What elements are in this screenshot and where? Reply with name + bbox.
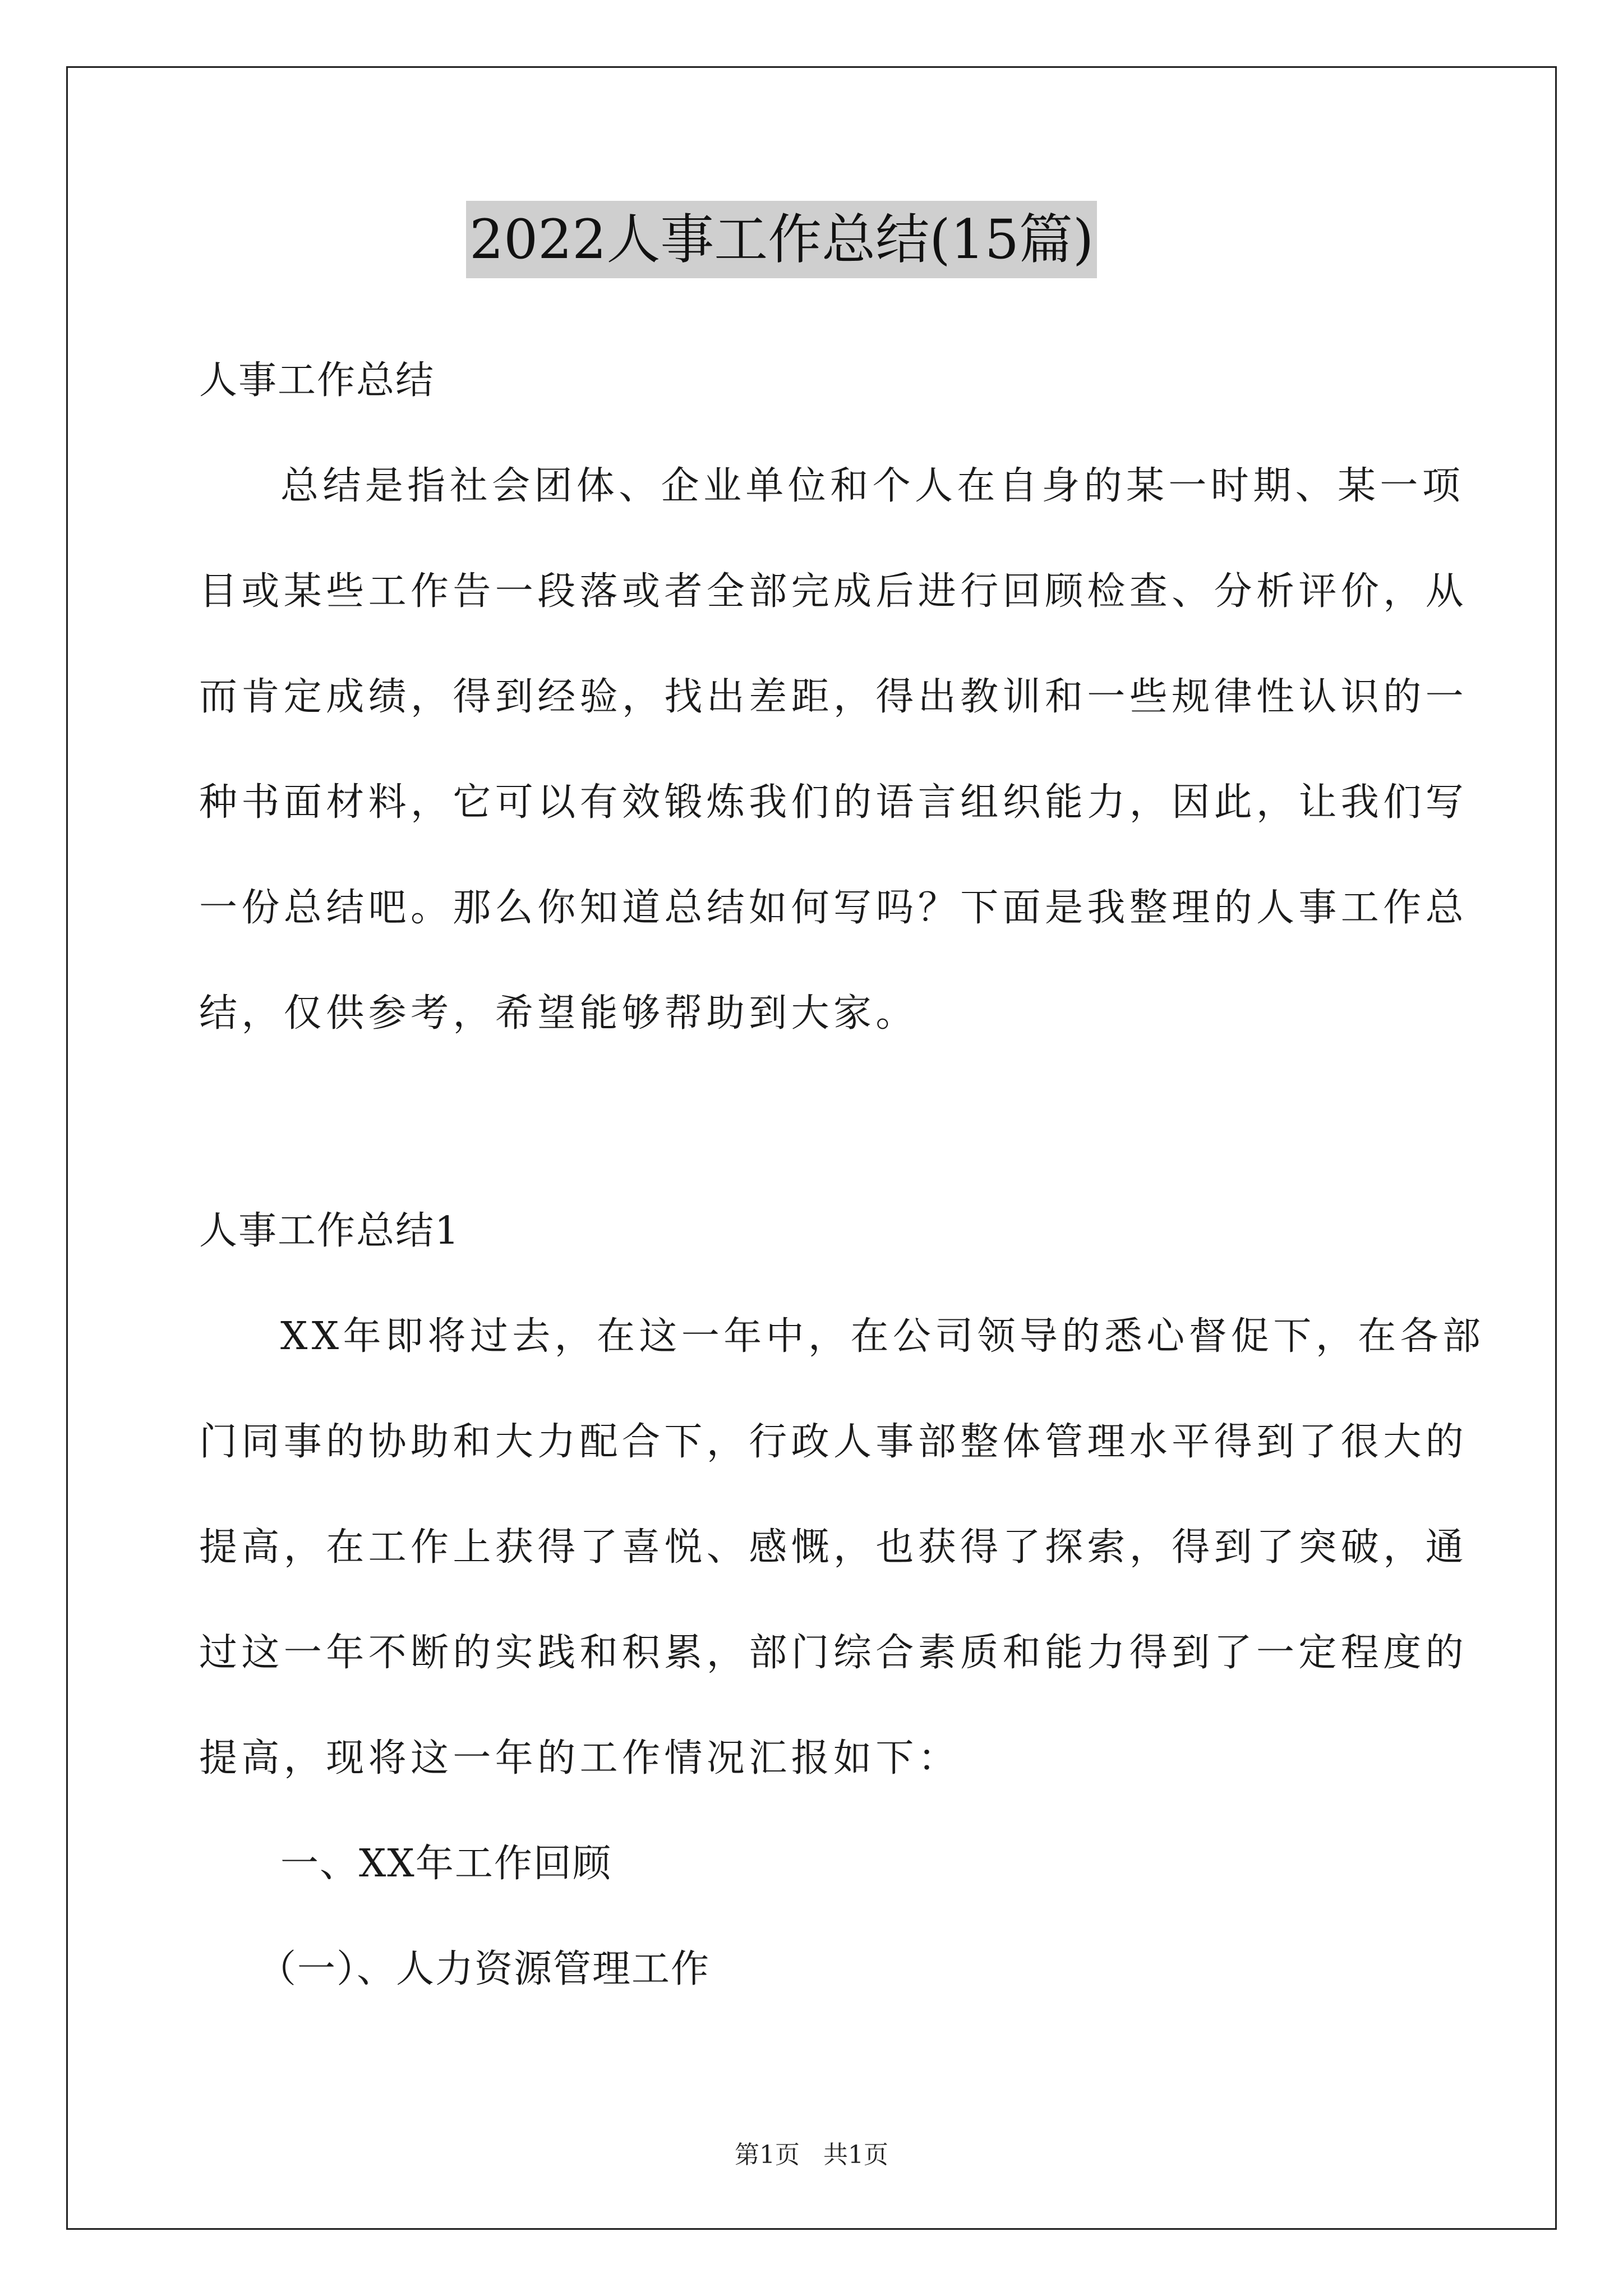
page-total: 共1页 (823, 2141, 888, 2169)
article-heading: 人事工作总结1 (199, 1209, 460, 1253)
document-title: 2022人事工作总结(15篇) (466, 201, 1097, 278)
page-number: 第1页 (735, 2141, 800, 2169)
intro-line-5: 一份总结吧。那么你知道总结如何写吗？下面是我整理的人事工作总 (199, 886, 1468, 930)
section-heading: 人事工作总结 (199, 358, 435, 403)
intro-line-6: 结，仅供参考，希望能够帮助到大家。 (199, 991, 918, 1036)
intro-line-4: 种书面材料，它可以有效锻炼我们的语言组织能力，因此，让我们写 (199, 780, 1468, 825)
article-line-2: 门同事的协助和大力配合下，行政人事部整体管理水平得到了很大的 (199, 1420, 1468, 1464)
article-line-4: 过这一年不断的实践和积累，部门综合素质和能力得到了一定程度的 (199, 1631, 1468, 1675)
intro-line-2: 目或某些工作告一段落或者全部完成后进行回顾检查、分析评价，从 (199, 569, 1468, 614)
subheading-hr-management: （一）、人力资源管理工作 (258, 1947, 711, 1991)
subheading-review: 一、XX年工作回顾 (280, 1842, 612, 1886)
intro-line-1: 总结是指社会团体、企业单位和个人在自身的某一时期、某一项 (280, 464, 1465, 508)
intro-line-3: 而肯定成绩，得到经验，找出差距，得出教训和一些规律性认识的一 (199, 675, 1468, 719)
page-footer (0, 2138, 1623, 2172)
article-line-1: XX年即将过去，在这一年中，在公司领导的悉心督促下，在各部 (280, 1314, 1485, 1359)
article-line-3: 提高，在工作上获得了喜悦、感慨，也获得了探索，得到了突破，通 (199, 1525, 1468, 1570)
article-line-5: 提高，现将这一年的工作情况汇报如下： (199, 1736, 961, 1780)
